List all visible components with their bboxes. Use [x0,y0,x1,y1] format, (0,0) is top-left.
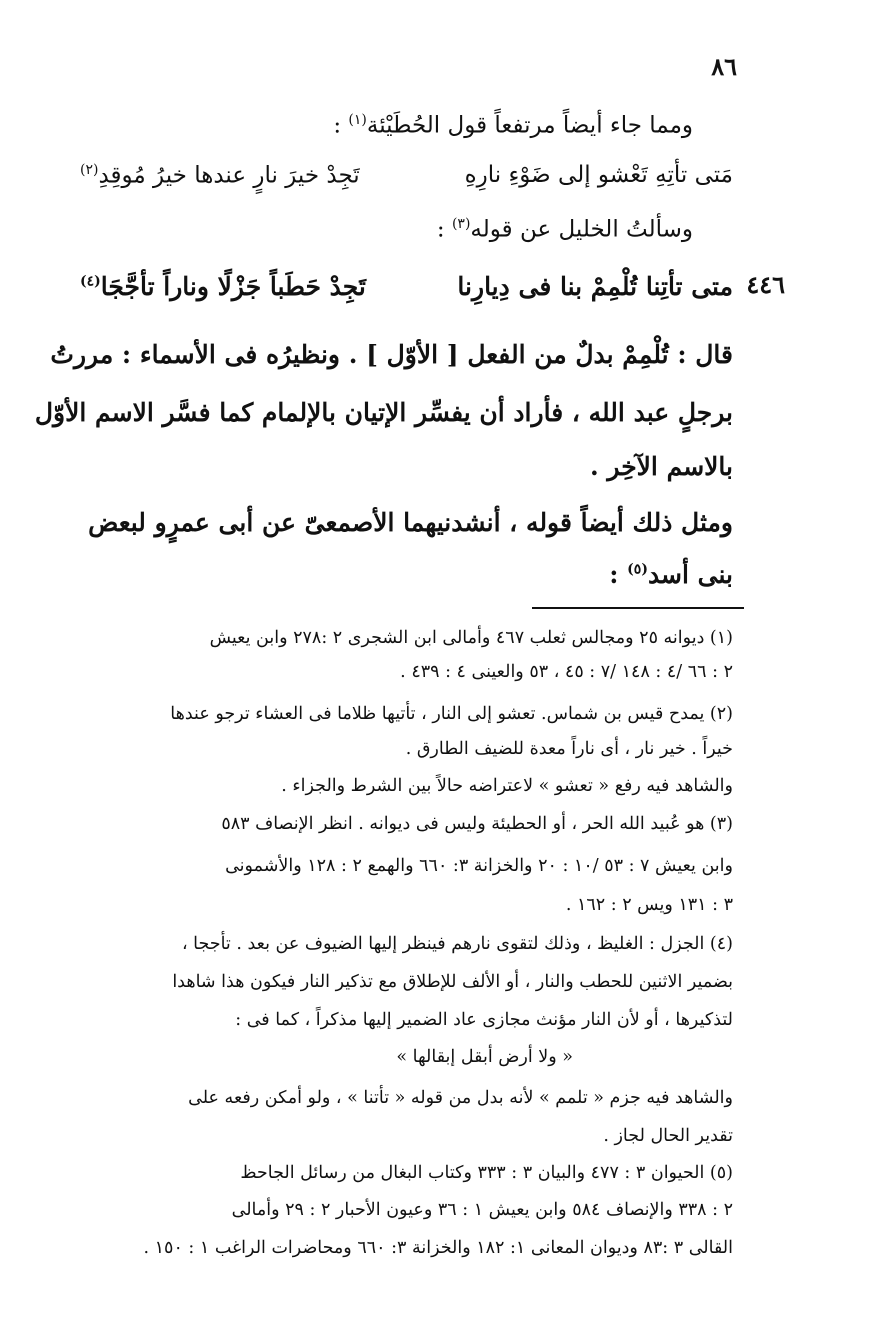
para-2-text: بنى أسد [647,560,733,589]
footnote-ref-5: (٥) [627,561,648,578]
verse-1-hemistich-2: تَجِدْ خيرَ نارٍ عندها خيرُ مُوقِدِ [98,162,360,189]
intro-line-1 [333,112,693,139]
verse-2-hemistich-2-wrap [80,272,366,301]
verse-1-hemistich-1: مَتى تأتِهِ تَعْشو إلى ضَوْءِ نارِهِ [464,162,733,188]
footnote-line: والشاهد فيه رفع « تعشو » لاعتراضه حالاً بين الشرط والجزاء . [281,776,733,796]
footnote-line: والشاهد فيه جزم « تلمم » لأنه بدل من قوله « تأتنا » ، ولو أمكن رفعه على [188,1088,733,1108]
intro-colon: : [333,112,342,139]
footnote-ref-2: (٢) [80,162,99,178]
verse-2-hemistich-1: متى تأتِنا تُلْمِمْ بنا فى دِيارِنا [457,272,733,301]
footnote-ref-3: (٣) [451,216,471,232]
intro-2-colon: : [436,216,445,243]
footnote-line: وابن يعيش ٧ : ٥٣ /١٠ : ٢٠ والخزانة ٣: ٦٦٠ والهمع ٢ : ١٢٨ والأشمونى [225,856,733,876]
verse-1 [80,162,733,189]
footnote-line: ٢ : ٣٣٨ والإنصاف ٥٨٤ وابن يعيش ١ : ٣٦ وعيون الأحبار ٢ : ٢٩ وأمالى [231,1200,733,1220]
para-2-line-1: ومثل ذلك أيضاً قوله ، أنشدنيهما الأصمعىّ عن أبى عمرٍو لبعض [88,508,733,537]
footnote-line: بضمير الاثنين للحطب والنار ، أو الألف للإطلاق مع تذكير النار فيكون هذا شاهدا [172,972,733,992]
footnote-quote: « ولا أرض أبقل إبقالها » [396,1047,573,1067]
verse-1-hemistich-2-wrap [80,162,360,189]
footnote-line: تقدير الحال لجاز . [603,1126,733,1146]
intro-line-2 [437,216,693,243]
page-number: ٨٦ [711,52,737,81]
footnote-ref-4: (٤) [80,273,101,290]
footnote-line: خيراً . خير نار ، أى ناراً معدة للضيف الطارق . [405,739,733,759]
verse-2-hemistich-2: تَجِدْ حَطَباً جَزْلًا وناراً تأجَّجَا [100,272,366,301]
footnote-line: ٢ : ٦٦ /٤ : ١٤٨ /٧ : ٤٥ ، ٥٣ والعينى ٤ : ٤٣٩ . [400,662,733,682]
footnote-line: ٣ : ١٣١ ويس ٢ : ١٦٢ . [565,895,733,915]
footnote-ref-1: (١) [348,112,367,128]
footnote-line: (٢) يمدح قيس بن شماس. تعشو إلى النار ، تأتيها ظلاما فى العشاء ترجو عندها [170,704,733,724]
intro-2-text: وسألتُ الخليل عن قوله [470,216,693,243]
footnote-separator [532,607,744,609]
footnote-line: (١) ديوانه ٢٥ ومجالس ثعلب ٤٦٧ وأمالى ابن الشجرى ٢ :٢٧٨ وابن يعيش [209,628,733,648]
para-2-line-2 [609,560,733,589]
footnote-line: (٣) هو عُبيد الله الحر ، أو الحطيئة وليس فى ديوانه . انظر الإنصاف ٥٨٣ [221,814,733,834]
footnote-line: (٥) الحيوان ٣ : ٤٧٧ والبيان ٣ : ٣٣٣ وكتاب البغال من رسائل الجاحظ [240,1163,733,1183]
para-1-line-1: قال : تُلْمِمْ بدلٌ من الفعل [ الأوّل ] . ونظيرُه فى الأسماء : مررتُ [50,340,733,369]
para-1-line-3: بالاسم الآخِر . [590,452,733,481]
para-2-colon: : [609,560,619,589]
intro-text: ومما جاء أيضاً مرتفعاً قول الحُطَيْئة [366,112,693,139]
para-1-line-2: برجلٍ عبد الله ، فأراد أن يفسِّر الإتيان بالإلمام كما فسَّر الاسم الأوّل [34,398,733,427]
verse-number: ٤٤٦ [746,270,785,299]
verse-2 [80,272,733,301]
footnote-line: لتذكيرها ، أو لأن النار مؤنث مجازى عاد الضمير إليها مذكراً ، كما فى : [235,1010,733,1030]
footnote-line: (٤) الجزل : الغليظ ، وذلك لتقوى نارهم فينظر إليها الضيوف عن بعد . تأججا ، [181,934,733,954]
footnote-line: القالى ٣ :٨٣ وديوان المعانى ١: ١٨٢ والخزانة ٣: ٦٦٠ ومحاضرات الراغب ١ : ١٥٠ . [143,1238,733,1258]
